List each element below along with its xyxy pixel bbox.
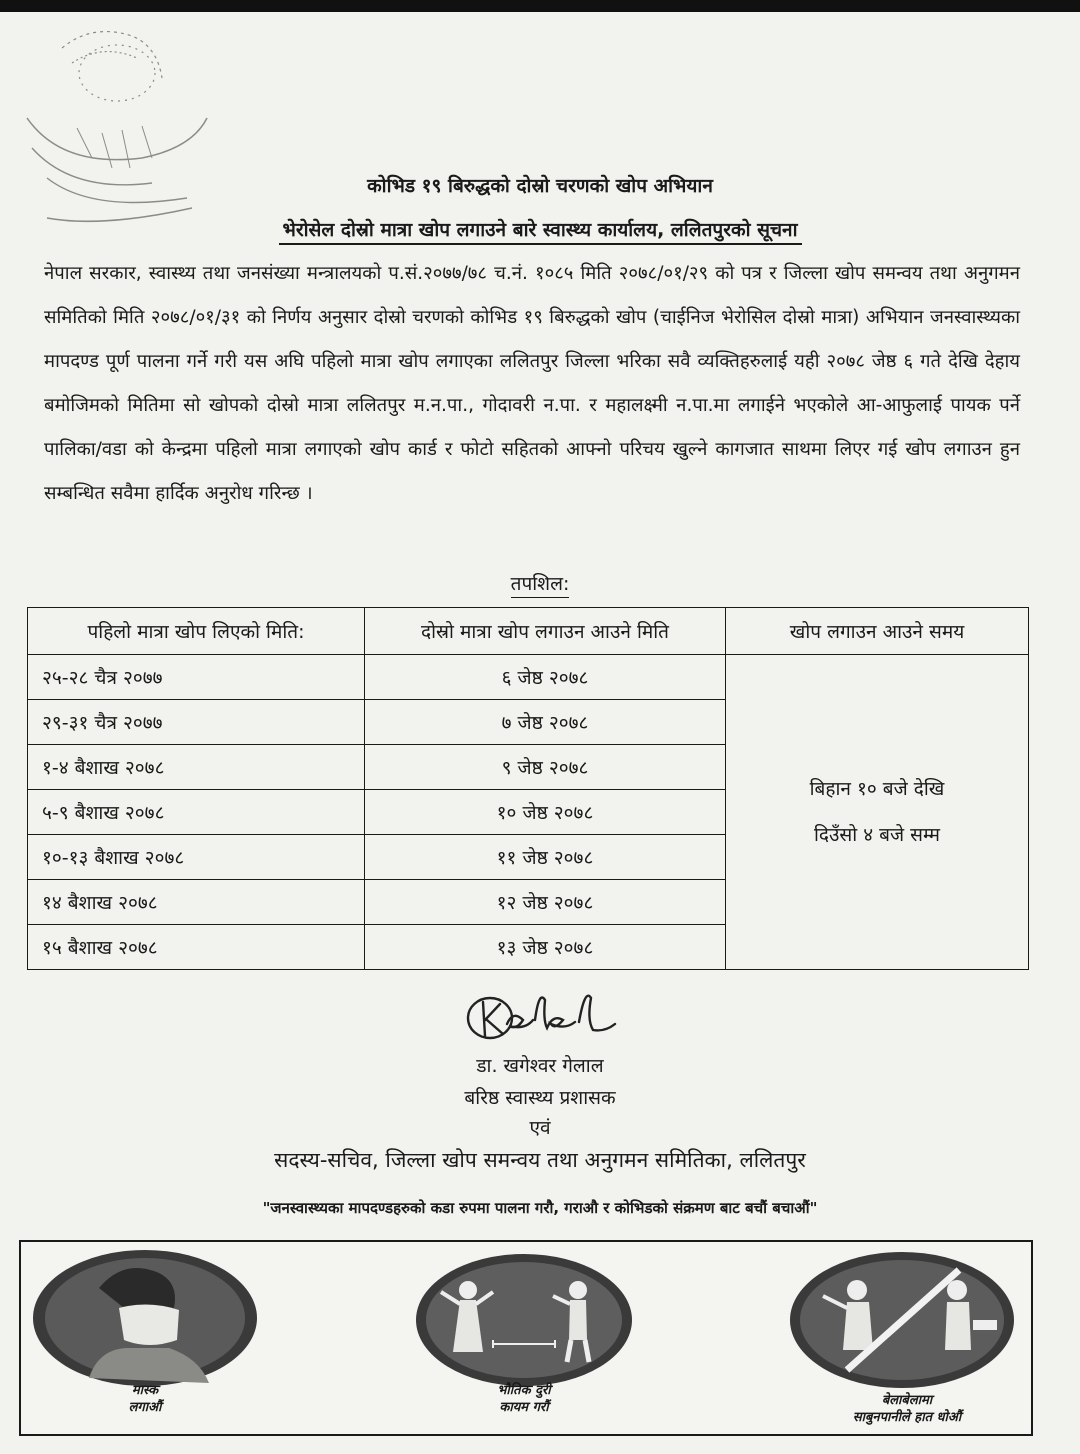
signature-area [0,980,1080,1050]
schedule-table [27,607,1029,970]
first-dose-date: २५-२८ चैत्र २०७७ [28,655,365,700]
hand-wash-icon [787,1250,1017,1390]
distance-label-line2: कायम गरौं [499,1400,549,1415]
mask-label-line2: लगाऔं [128,1400,162,1415]
second-dose-date: १० जेष्ठ २०७८ [365,790,726,835]
second-dose-date: ११ जेष्ठ २०७८ [365,835,726,880]
time-start: बिहान १० बजे देखि [809,778,945,800]
signature-icon [455,980,625,1050]
signatory-name: डा. खगेश्वर गेलाल [476,1055,604,1077]
second-dose-date: ७ जेष्ठ २०७८ [365,700,726,745]
office-seal-icon [22,18,222,233]
first-dose-date: १-४ बैशाख २०७८ [28,745,365,790]
top-bar [0,0,1080,12]
first-dose-date: ५-९ बैशाख २०७८ [28,790,365,835]
physical-distance-icon [413,1252,635,1388]
first-dose-date: २९-३१ चैत्र २०७७ [28,700,365,745]
handwash-label-line1: बेलाबेलामा [881,1393,933,1408]
notice-title: कोभिड १९ बिरुद्धको दोस्रो चरणको खोप अभियान [367,175,713,197]
first-dose-date: १५ बैशाख २०७८ [28,925,365,970]
health-slogan: "जनस्वास्थ्यका मापदण्डहरुको कडा रुपमा पालना गरौ, गराऔ र कोभिडको संक्रमण बाट बचौं बचाऔं" [262,1199,818,1217]
notice-subtitle-text: भेरोसेल दोस्रो मात्रा खोप लगाउने बारे स्वास्थ्य कार्यालय, ललितपुरको सूचना [279,219,802,245]
first-dose-date: १४ बैशाख २०७८ [28,880,365,925]
second-dose-date: १३ जेष्ठ २०७८ [365,925,726,970]
second-dose-date: ६ जेष्ठ २०७८ [365,655,726,700]
time-end: दिउँसो ४ बजे सम्म [813,824,941,846]
mask-label-line1: मास्क [131,1383,159,1398]
signatory-membership: सदस्य-सचिव, जिल्ला खोप समन्वय तथा अनुगमन समितिका, ललितपुर [274,1148,806,1172]
column-header-time: खोप लगाउन आउने समय [726,608,1029,655]
safety-icons-panel [19,1240,1033,1436]
column-header-second-dose: दोस्रो मात्रा खोप लगाउन आउने मिति [365,608,726,655]
notice-subtitle [0,216,1080,242]
first-dose-date: १०-१३ बैशाख २०७८ [28,835,365,880]
notice-paragraph: नेपाल सरकार, स्वास्थ्य तथा जनसंख्या मन्त्रालयको प.सं.२०७७/७८ च.नं. १०८५ मिति २०७८/०१/२९ को पत्र र जिल्ला खोप समन्वय तथा अनुगमन समितिको मिति २०७८/०१/३१ को निर्णय अनुसार दोस्रो चरणको कोभिड १९ बिरुद्धको खोप (चाईनिज भेरोसिल दोस्रो मात्रा) अभियान जनस्वास्थ्यका मापदण्ड पूर्ण पालना गर्ने गरी यस अघि पहिलो मात्रा खोप लगाएका ललितपुर जिल्ला भरिका सवै व्यक्तिहरुलाई यही २०७८ जेष्ठ ६ गते देखि देहाय बमोजिमको मितिमा सो खोपको दोस्रो मात्रा ललितपुर म.न.पा., गोदावरी न.पा. र महालक्ष्मी न.पा.मा लगाईने भएकोले आ-आफुलाई पायक पर्ने पालिका/वडा को केन्द्रमा पहिलो मात्रा लगाएको खोप कार्ड र फोटो सहितको आफ्नो परिचय खुल्ने कागजात साथमा लिएर गई खोप लगाउन हुन सम्बन्धित सवैमा हार्दिक अनुरोध गरिन्छ । [44,263,1020,504]
signatory-conjunction: एवं [529,1117,551,1139]
signatory-post: बरिष्ठ स्वास्थ्य प्रशासक [464,1087,616,1109]
second-dose-date: १२ जेष्ठ २०७८ [365,880,726,925]
table-header-row [28,608,1029,655]
mask-person-icon [29,1248,261,1388]
distance-label-line1: भौतिक दुरी [497,1383,551,1398]
schedule-heading-text: तपशिल: [511,573,570,598]
second-dose-date: ९ जेष्ठ २०७८ [365,745,726,790]
handwash-label-line2: साबुनपानीले हात धोऔं [852,1410,962,1425]
vaccination-time-cell [726,655,1029,970]
mask-label [65,1382,225,1416]
table-row [28,655,1029,700]
schedule-heading [0,570,1080,596]
handwash-label [797,1392,1017,1426]
distance-label [444,1382,604,1416]
column-header-first-dose: पहिलो मात्रा खोप लिएको मिति: [28,608,365,655]
